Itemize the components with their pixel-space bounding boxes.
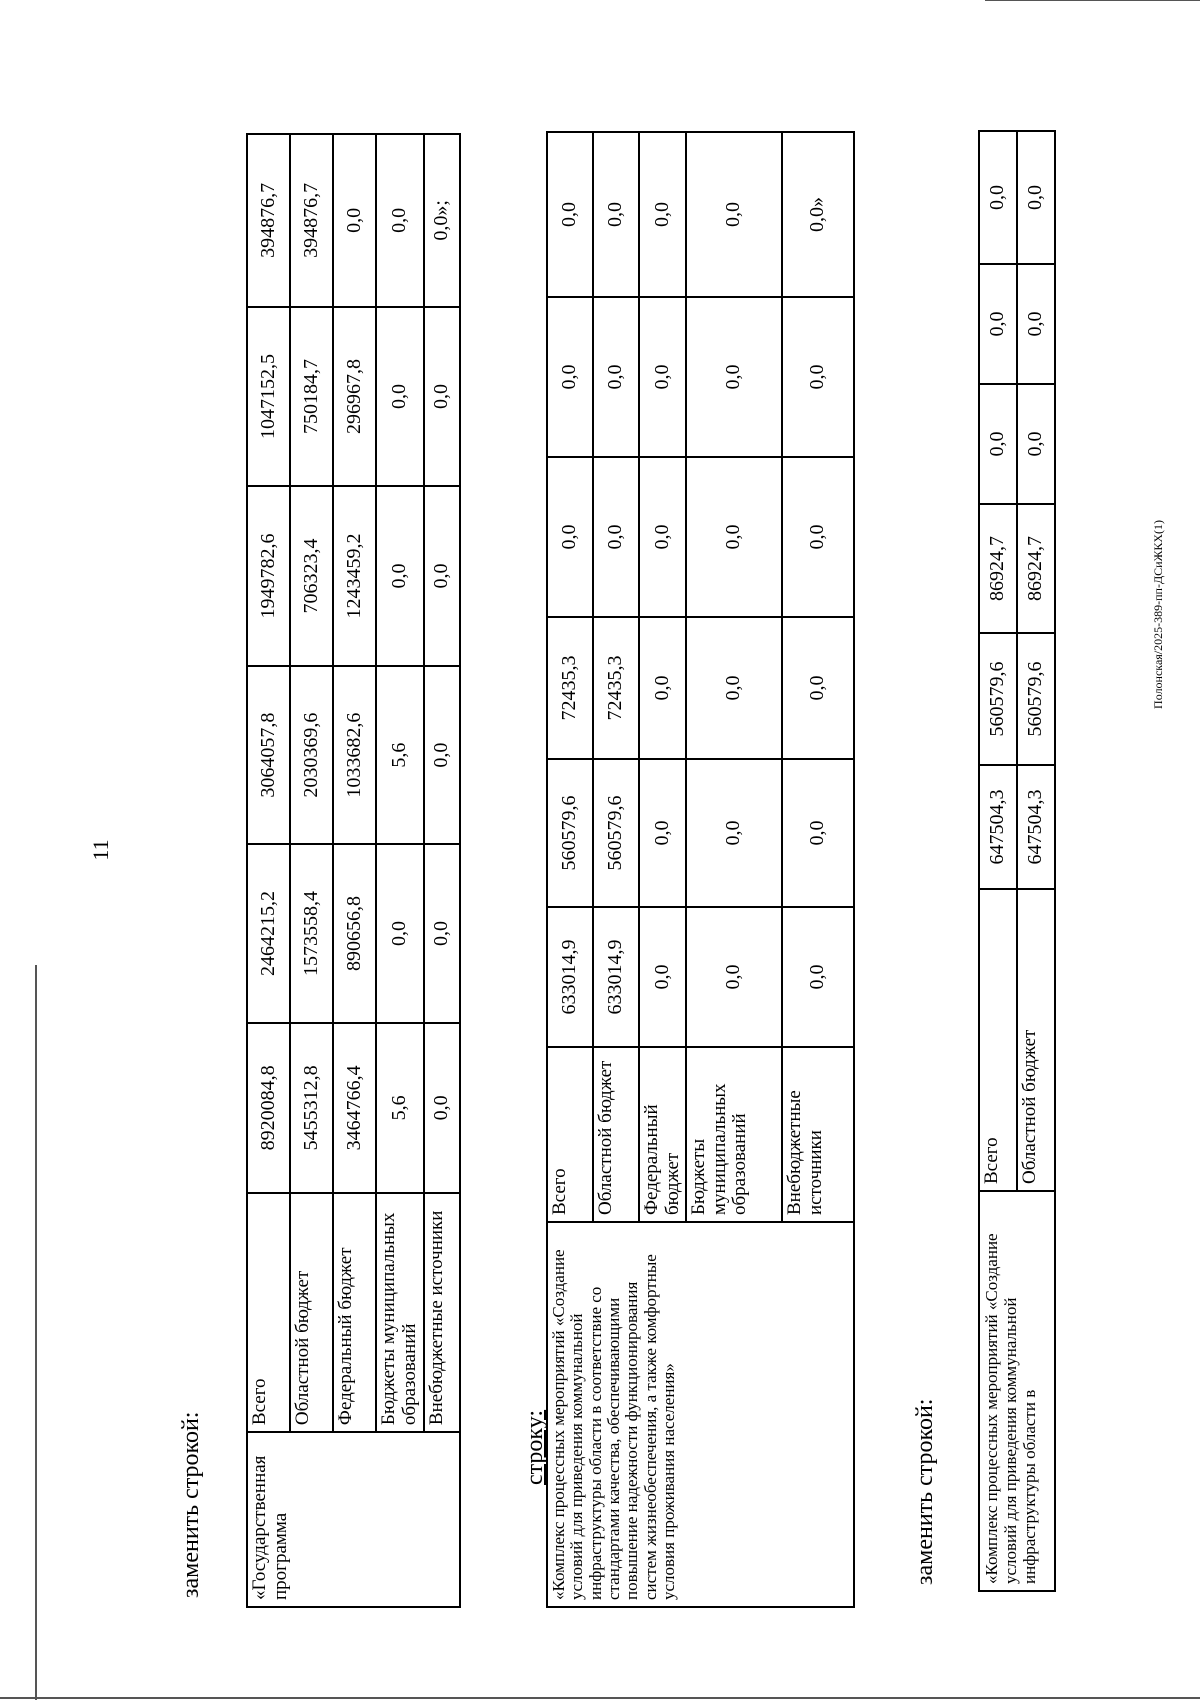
value-cell: 0,0: [1017, 264, 1055, 384]
value-cell: 633014,9: [547, 907, 593, 1047]
value-cell: 1949782,6: [247, 486, 290, 666]
value-cell: 394876,7: [247, 134, 290, 307]
value-cell: 0,0: [979, 264, 1017, 384]
value-cell: 0,0: [639, 132, 686, 297]
value-cell: 0,0: [686, 759, 782, 907]
value-cell: 394876,7: [290, 134, 333, 307]
value-cell: 1243459,2: [333, 486, 376, 666]
funding-source-cell: Всего: [247, 1193, 290, 1432]
value-cell: 0,0: [547, 457, 593, 617]
measure-label-cell: «Комплекс процессных мероприятий «Создание условий для приведения коммунальной инфраструктуры области в соответствие со стандартами качества, обеспечивающими повышение надежности функционирования систем жизнеобеспечения, а также комфортные условия проживания населения»: [547, 1222, 854, 1607]
funding-source-cell: Внебюджетные источники: [424, 1193, 460, 1432]
value-cell: 0,0: [376, 134, 424, 307]
state-program-table: [246, 133, 461, 1608]
value-cell: 0,0: [686, 617, 782, 759]
funding-source-cell: Внебюджетные источники: [782, 1047, 854, 1222]
value-cell: 0,0: [593, 297, 639, 457]
funding-source-cell: Бюджеты муниципальных образований: [376, 1193, 424, 1432]
value-cell: 0,0: [424, 1023, 460, 1193]
process-measures-table: [546, 131, 855, 1608]
value-cell: 560579,6: [547, 759, 593, 907]
value-cell: 0,0: [424, 307, 460, 487]
value-cell: 0,0: [1017, 384, 1055, 504]
replacement-measures-table: [978, 130, 1056, 1592]
value-cell: 647504,3: [979, 765, 1017, 889]
value-cell: 0,0»: [782, 132, 854, 297]
table-row: [979, 131, 1017, 1591]
value-cell: 8920084,8: [247, 1023, 290, 1193]
value-cell: 5,6: [376, 666, 424, 844]
value-cell: 0,0: [376, 844, 424, 1022]
value-cell: 0,0: [979, 131, 1017, 264]
funding-source-cell: Областной бюджет: [290, 1193, 333, 1432]
value-cell: 560579,6: [593, 759, 639, 907]
funding-source-cell: Федеральный бюджет: [639, 1047, 686, 1222]
value-cell: 0,0: [424, 666, 460, 844]
value-cell: 86924,7: [1017, 504, 1055, 633]
value-cell: 5455312,8: [290, 1023, 333, 1193]
funding-source-cell: Федеральный бюджет: [333, 1193, 376, 1432]
value-cell: 890656,8: [333, 844, 376, 1022]
value-cell: 560579,6: [1017, 633, 1055, 765]
row-phrase: строку:: [522, 1409, 548, 1485]
funding-source-cell: Областной бюджет: [1017, 889, 1055, 1191]
value-cell: 0,0: [593, 457, 639, 617]
program-label-cell: «Государственная программа: [247, 1432, 460, 1607]
value-cell: 0,0»;: [424, 134, 460, 307]
replace-with-row-phrase: заменить строкой:: [178, 1411, 204, 1598]
value-cell: 72435,3: [547, 617, 593, 759]
table-row: [247, 134, 290, 1607]
value-cell: 0,0: [424, 486, 460, 666]
value-cell: 0,0: [782, 297, 854, 457]
value-cell: 0,0: [639, 297, 686, 457]
funding-source-cell: Всего: [979, 889, 1017, 1191]
replace-with-row-phrase: заменить строкой:: [912, 1398, 938, 1585]
table-row: [290, 134, 333, 1607]
value-cell: 0,0: [782, 457, 854, 617]
value-cell: 0,0: [782, 907, 854, 1047]
table-row: [376, 134, 424, 1607]
funding-source-cell: Областной бюджет: [593, 1047, 639, 1222]
value-cell: 0,0: [686, 457, 782, 617]
value-cell: 2030369,6: [290, 666, 333, 844]
table-row: [424, 134, 460, 1607]
value-cell: 5,6: [376, 1023, 424, 1193]
table-row: [547, 132, 593, 1607]
value-cell: 0,0: [376, 486, 424, 666]
value-cell: 0,0: [639, 907, 686, 1047]
value-cell: 0,0: [686, 907, 782, 1047]
value-cell: 0,0: [686, 297, 782, 457]
value-cell: 560579,6: [979, 633, 1017, 765]
value-cell: 296967,8: [333, 307, 376, 487]
value-cell: 750184,7: [290, 307, 333, 487]
value-cell: 0,0: [639, 457, 686, 617]
funding-source-cell: Всего: [547, 1047, 593, 1222]
value-cell: 1573558,4: [290, 844, 333, 1022]
value-cell: 0,0: [979, 384, 1017, 504]
value-cell: 3064057,8: [247, 666, 290, 844]
value-cell: 0,0: [424, 844, 460, 1022]
table-row: [333, 134, 376, 1607]
value-cell: 3464766,4: [333, 1023, 376, 1193]
value-cell: 0,0: [639, 759, 686, 907]
value-cell: 0,0: [333, 134, 376, 307]
value-cell: 1047152,5: [247, 307, 290, 487]
value-cell: 2464215,2: [247, 844, 290, 1022]
value-cell: 0,0: [782, 617, 854, 759]
page-number: 11: [88, 839, 113, 861]
value-cell: 0,0: [593, 132, 639, 297]
value-cell: 647504,3: [1017, 765, 1055, 889]
value-cell: 0,0: [547, 132, 593, 297]
value-cell: 0,0: [639, 617, 686, 759]
value-cell: 633014,9: [593, 907, 639, 1047]
value-cell: 72435,3: [593, 617, 639, 759]
document-footer: Полонская/2025-389-пп-ДСиЖКХ(1): [1151, 520, 1165, 709]
value-cell: 86924,7: [979, 504, 1017, 633]
value-cell: 706323,4: [290, 486, 333, 666]
value-cell: 0,0: [1017, 131, 1055, 264]
value-cell: 0,0: [782, 759, 854, 907]
value-cell: 0,0: [547, 297, 593, 457]
value-cell: 1033682,6: [333, 666, 376, 844]
value-cell: 0,0: [686, 132, 782, 297]
funding-source-cell: Бюджеты муниципальных образований: [686, 1047, 782, 1222]
value-cell: 0,0: [376, 307, 424, 487]
measure-label-cell: «Комплекс процессных мероприятий «Создание условий для приведения коммунальной инфраструктуры области в: [979, 1191, 1055, 1591]
